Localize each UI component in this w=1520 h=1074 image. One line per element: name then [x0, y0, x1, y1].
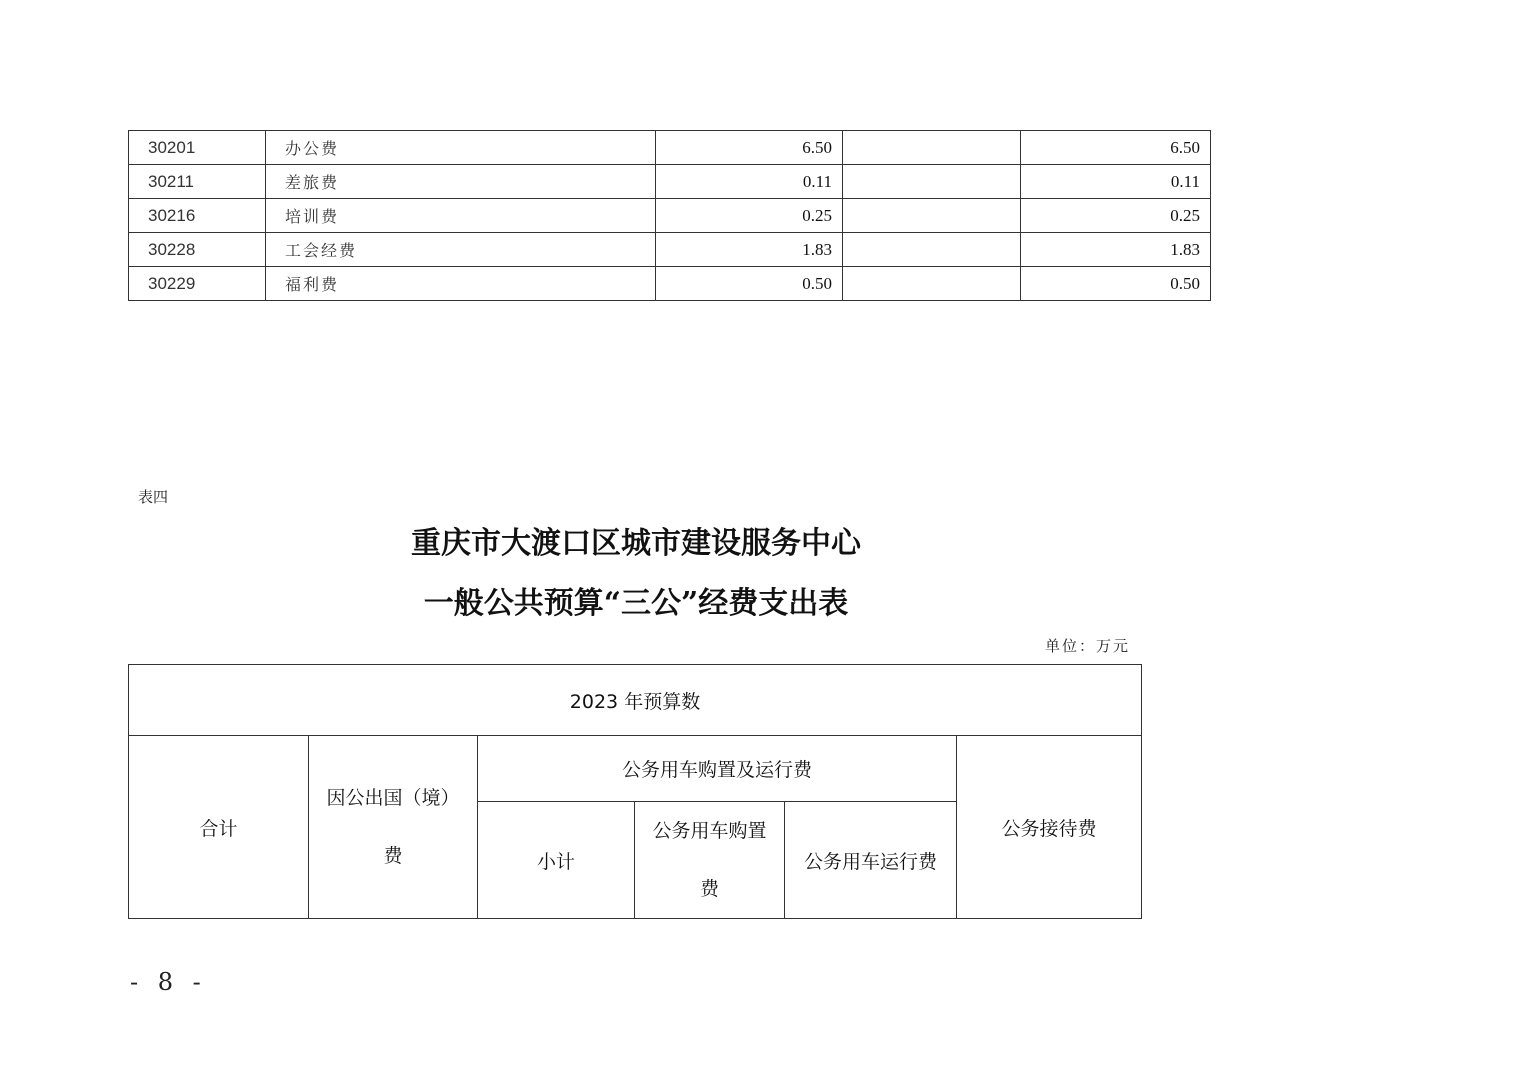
unit-label: 单位：万元	[1044, 637, 1130, 655]
header-subtotal: 小计	[536, 850, 575, 873]
page-title: 重庆市大渡口区城市建设服务中心	[411, 526, 861, 561]
header-total: 合计	[199, 817, 238, 840]
header-vehicle-operation: 公务用车运行费	[803, 850, 937, 873]
header-vehicle: 公务用车购置及运行费	[621, 759, 812, 781]
header-year-budget: 2023 年预算数	[569, 690, 701, 713]
item-value	[843, 233, 1021, 267]
item-value: 0.11	[656, 165, 843, 199]
item-value	[843, 165, 1021, 199]
expense-items-table	[128, 130, 1211, 301]
item-value: 0.25	[1021, 199, 1211, 233]
three-public-expense-header-table	[128, 664, 1142, 919]
item-code: 30201	[129, 131, 266, 165]
item-value: 0.11	[1021, 165, 1211, 199]
item-value: 1.83	[1021, 233, 1211, 267]
item-name: 差旅费	[266, 165, 656, 199]
header-purchase-line2: 费	[699, 878, 719, 900]
table-row	[129, 131, 1211, 165]
item-value: 0.50	[1021, 267, 1211, 301]
item-value: 0.50	[656, 267, 843, 301]
item-code: 30229	[129, 267, 266, 301]
header-overseas	[309, 736, 477, 918]
table-label: 表四	[138, 488, 169, 506]
header-purchase-line1: 公务用车购置	[652, 820, 767, 842]
item-code: 30216	[129, 199, 266, 233]
item-name: 办公费	[266, 131, 656, 165]
item-code: 30228	[129, 233, 266, 267]
page-number: - 8 -	[130, 968, 207, 996]
header-reception: 公务接待费	[1001, 817, 1097, 840]
item-value	[843, 199, 1021, 233]
header-vehicle-purchase	[635, 802, 784, 918]
item-value: 1.83	[656, 233, 843, 267]
item-name: 工会经费	[266, 233, 656, 267]
header-overseas-line2: 费	[383, 845, 403, 867]
table-row	[129, 233, 1211, 267]
item-value	[843, 267, 1021, 301]
item-value: 6.50	[1021, 131, 1211, 165]
item-code: 30211	[129, 165, 266, 199]
item-name: 培训费	[266, 199, 656, 233]
table-row	[129, 199, 1211, 233]
item-value: 6.50	[656, 131, 843, 165]
table-row	[129, 267, 1211, 301]
item-value: 0.25	[656, 199, 843, 233]
item-value	[843, 131, 1021, 165]
page-subtitle: 一般公共预算“三公”经费支出表	[423, 586, 849, 621]
item-name: 福利费	[266, 267, 656, 301]
header-overseas-line1: 因公出国（境）	[326, 787, 460, 809]
table-row	[129, 165, 1211, 199]
